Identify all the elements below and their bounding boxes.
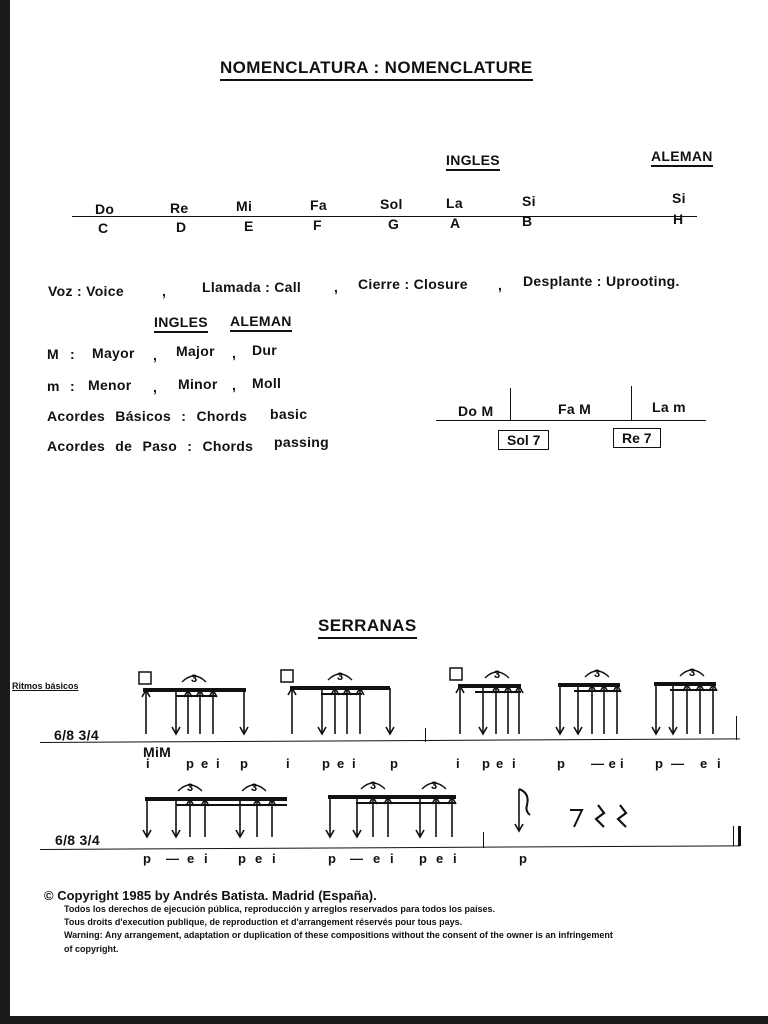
chords-paso-label: Acordes de Paso : Chords	[47, 438, 254, 454]
abbrev-menor-de: Moll	[252, 375, 282, 391]
chord-barline-1	[510, 388, 511, 420]
term-sep-2: ,	[334, 279, 339, 295]
copyright-line-4: Warning: Any arrangement, adaptation or duplication of these compositions without the consent of the owner is an infringement	[64, 930, 613, 940]
chord-passing-2: Re 7	[613, 428, 661, 448]
term-voz: Voz : Voice	[48, 283, 124, 299]
syllable: i	[204, 851, 209, 866]
syllable: —	[166, 851, 180, 866]
syllable: i	[272, 851, 277, 866]
header-aleman: ALEMAN	[651, 148, 713, 167]
term-desplante: Desplante : Uprooting.	[523, 273, 680, 289]
syllable: e	[496, 756, 504, 771]
rhythm-label: Ritmos básicos	[12, 681, 79, 691]
syllable: p	[390, 756, 399, 771]
syllable: e	[436, 851, 444, 866]
abbrev-menor-es: Menor	[88, 377, 132, 393]
copyright-line-2: Todos los derechos de ejecución pública, reproducción y arreglos reservados para todos los países.	[64, 904, 495, 914]
eighth-rest-icon	[570, 810, 582, 827]
rhythm-notation-row-2	[0, 775, 768, 850]
abbrev-mayor-es: Mayor	[92, 345, 135, 361]
triplet-number: 3	[593, 668, 601, 680]
note-letter-c: C	[98, 220, 109, 236]
term-cierre: Cierre : Closure	[358, 276, 468, 292]
chord-mark-mim: MiM	[143, 744, 172, 760]
chord-basic-1: Do M	[458, 403, 494, 419]
chords-basicos-word: basic	[270, 406, 308, 422]
flag-icon	[519, 789, 530, 815]
quarter-rest-icon	[618, 805, 626, 827]
header-ingles: INGLES	[446, 152, 500, 171]
syllable: p	[238, 851, 247, 866]
triplet-number: 3	[493, 669, 501, 681]
subheader-aleman: ALEMAN	[230, 313, 292, 332]
note-latin-do: Do	[95, 201, 115, 217]
note-latin-re: Re	[170, 200, 189, 216]
syllable: p	[322, 756, 331, 771]
chord-passing-1: Sol 7	[498, 430, 549, 450]
abbrev-menor-en: Minor	[178, 376, 218, 392]
page-edge	[0, 0, 10, 1024]
note-latin-sol: Sol	[380, 196, 403, 212]
syllable: —	[350, 851, 364, 866]
syllable: e	[201, 756, 209, 771]
syllable: p	[186, 756, 195, 771]
abbrev-comma: ,	[153, 379, 158, 395]
triplet-number: 3	[336, 671, 344, 683]
note-letter-f: F	[313, 217, 322, 233]
triplet-number: 3	[186, 782, 194, 794]
term-sep-3: ,	[498, 277, 503, 293]
copyright-line-1: © Copyright 1985 by Andrés Batista. Madrid (España).	[44, 888, 377, 903]
copyright-line-3: Tous droits d'execution publique, de reproduction et d'arrangement réservés pour tous pays.	[64, 917, 463, 927]
syllable: p	[557, 756, 566, 771]
chord-example-line	[436, 420, 706, 421]
note-letter-h: H	[673, 211, 684, 227]
triplet-number: 3	[250, 782, 258, 794]
syllable: p	[328, 851, 337, 866]
accent-box-icon	[281, 670, 293, 682]
chord-barline-2	[631, 386, 632, 420]
syllable: i	[286, 756, 291, 771]
note-letter-a: A	[450, 215, 461, 231]
syllable: i	[216, 756, 221, 771]
notes-divider	[72, 216, 697, 217]
syllable: p	[240, 756, 249, 771]
note-latin-la: La	[446, 195, 463, 211]
abbrev-colon: :	[70, 346, 75, 362]
triplet-number: 3	[190, 673, 198, 685]
chords-basicos-label: Acordes Básicos : Chords	[47, 408, 248, 424]
syllable: p	[419, 851, 428, 866]
section-title: SERRANAS	[318, 616, 417, 639]
syllable: —	[671, 756, 685, 771]
syllable: e	[187, 851, 195, 866]
page-title: NOMENCLATURA : NOMENCLATURE	[220, 58, 533, 81]
accent-box-icon	[450, 668, 462, 680]
note-latin-si: Si	[522, 193, 536, 209]
note-latin-si-aleman: Si	[672, 190, 686, 206]
abbrev-colon: :	[70, 378, 75, 394]
triplet-number: 3	[688, 667, 696, 679]
syllable: i	[717, 756, 722, 771]
triplet-number: 3	[430, 780, 438, 792]
syllable: i	[390, 851, 395, 866]
quarter-rest-icon	[596, 805, 604, 827]
abbrev-comma: ,	[232, 345, 237, 361]
note-latin-fa: Fa	[310, 197, 327, 213]
note-letter-b: B	[522, 213, 533, 229]
syllable: i	[453, 851, 458, 866]
syllable: p	[655, 756, 664, 771]
syllable: e	[373, 851, 381, 866]
syllable: i	[352, 756, 357, 771]
syllable: p	[143, 851, 152, 866]
syllable: i	[620, 756, 625, 771]
term-sep-1: ,	[162, 283, 167, 299]
syllable: e	[700, 756, 708, 771]
copyright-line-5: of copyright.	[64, 944, 119, 954]
term-llamada: Llamada : Call	[202, 279, 302, 295]
syllable: — e	[591, 756, 617, 771]
note-letter-e: E	[244, 218, 254, 234]
syllable: e	[255, 851, 263, 866]
syllable: i	[512, 756, 517, 771]
syllable: i	[456, 756, 461, 771]
abbrev-mayor-en: Major	[176, 343, 215, 359]
abbrev-mayor-symbol: M	[47, 346, 59, 362]
syllable: p	[482, 756, 491, 771]
chords-paso-word: passing	[274, 434, 330, 450]
rhythm-notation-row-1	[0, 660, 768, 750]
chord-basic-3: La m	[652, 399, 686, 415]
note-letter-g: G	[388, 216, 400, 232]
page-bottom-edge	[0, 1016, 768, 1024]
note-letter-d: D	[176, 219, 187, 235]
syllables-row-1	[146, 756, 746, 774]
subheader-ingles: INGLES	[154, 314, 208, 333]
abbrev-comma: ,	[153, 347, 158, 363]
chord-basic-2: Fa M	[558, 401, 592, 417]
syllable: p	[519, 851, 528, 866]
note-latin-mi: Mi	[236, 198, 253, 214]
triplet-number: 3	[369, 780, 377, 792]
abbrev-menor-symbol: m	[47, 378, 60, 394]
time-signature-1: 6/8 3/4	[54, 727, 99, 743]
syllable: e	[337, 756, 345, 771]
syllable: i	[146, 756, 151, 771]
accent-box-icon	[139, 672, 151, 684]
abbrev-mayor-de: Dur	[252, 342, 278, 358]
time-signature-2: 6/8 3/4	[55, 832, 100, 848]
abbrev-comma: ,	[232, 377, 237, 393]
syllables-row-2	[143, 851, 563, 869]
